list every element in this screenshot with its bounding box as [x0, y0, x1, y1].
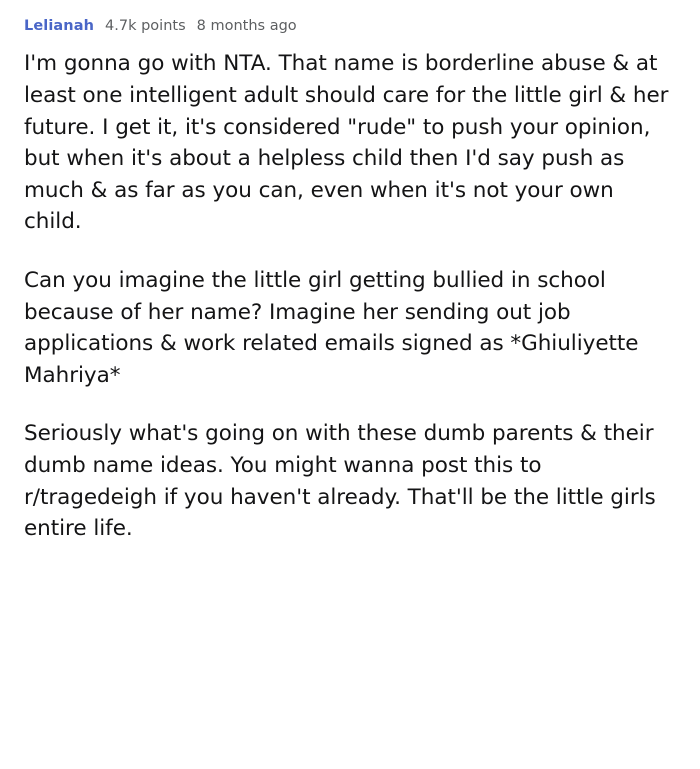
comment-body — [24, 48, 676, 544]
comment-header — [24, 18, 676, 35]
comment-paragraph: Seriously what's going on with these dumb parents & their dumb name ideas. You might wanna post this to r/tragedeigh if you haven't already. That'll be the little girls entire life. — [24, 421, 656, 542]
comment-paragraph: Can you imagine the little girl getting bullied in school because of her name? Imagine her sending out job applications & work related emails signed as *Ghiuliyette Mahriya* — [24, 267, 639, 388]
comment-timestamp: 8 months ago — [196, 18, 297, 34]
comment-points: 4.7k points — [105, 18, 186, 34]
comment-author[interactable]: Lelianah — [24, 18, 95, 34]
comment-paragraph: I'm gonna go with NTA. That name is borderline abuse & at least one intelligent adult should care for the little girl & her future. I get it, it's considered "rude" to push your opinion, but when it's about a helpless child then I'd say push as much & as far as you can, even when it's not your own child. — [24, 51, 669, 235]
